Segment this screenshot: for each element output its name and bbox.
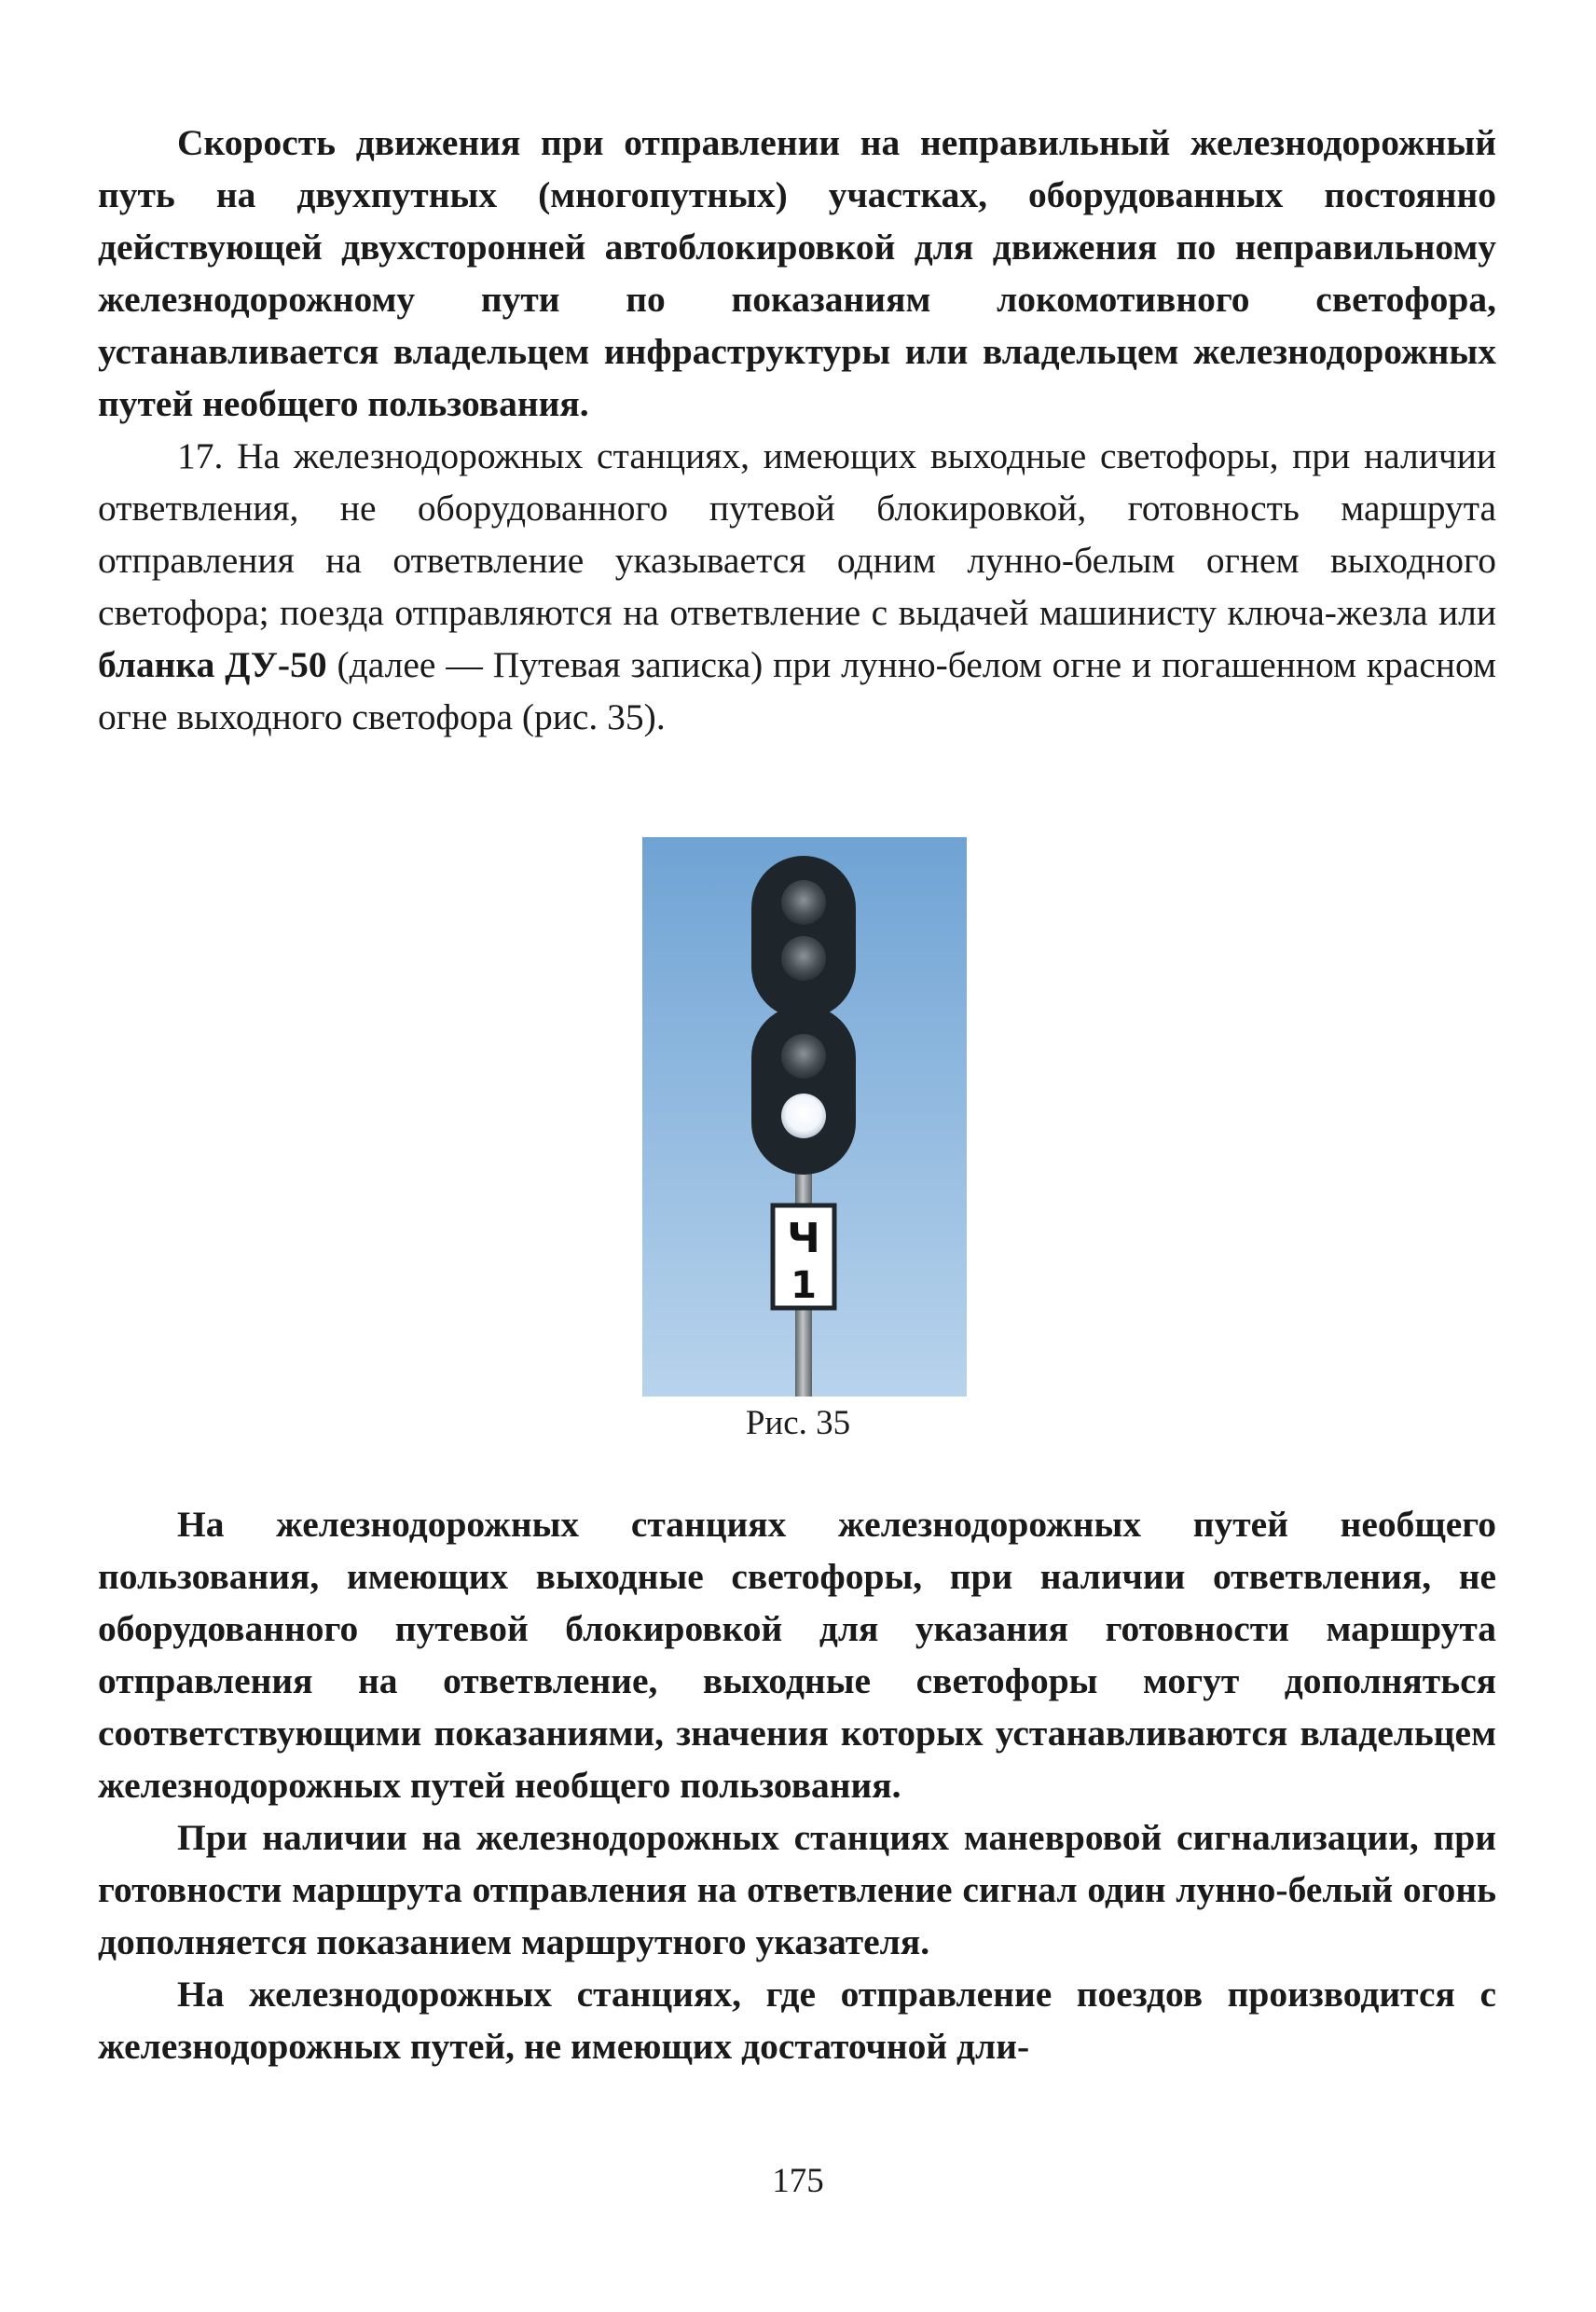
signal-sign-letter: Ч xyxy=(787,1215,820,1262)
paragraph-17 xyxy=(98,430,1496,743)
lamp-1-off xyxy=(781,880,826,925)
paragraph-shunting-signals: При наличии на железнодорожных станциях маневровой сигнализации, при готовности маршрута отправления на ответвление сигнал один лунно-белый огонь дополняется показанием маршрутного указателя. xyxy=(98,1817,1496,1962)
figure-signal-photo xyxy=(642,837,967,1397)
paragraph-speed-wrong-track: Скорость движения при отправлении на неправильный железнодорожный путь на двухпутных (многопутных) участках, оборудованных постоянно действующей двухсторонней автоблокировкой для движения по неправильному железнодорожному пути по показаниям локомотивного светофора, устанавливается владельцем инфраструктуры или владельцем железнодорожных путей необщего пользования. xyxy=(98,122,1496,424)
lamp-2-off xyxy=(781,936,826,981)
signal-head-lower xyxy=(751,1005,856,1175)
page-text-top xyxy=(98,117,1496,743)
page-number: 175 xyxy=(772,2162,824,2200)
paragraph-17-part2: (далее — Путевая записка) при лунно-белом огне и погашенном красном огне выходного светофора (рис. 35). xyxy=(98,644,1496,737)
paragraph-17-part1: 17. На железнодорожных станциях, имеющих выходные светофоры, при наличии ответвления, не оборудованного путевой блокировкой, готовность маршрута отправления на ответвление указывается одним лунно-белым огнем выходного светофора; поезда отправляются на ответвление с выдачей машинисту ключа-жезла или xyxy=(98,435,1496,633)
paragraph-non-public-tracks: На железнодорожных станциях железнодорожных путей необщего пользования, имеющих выходные светофоры, при наличии ответвления, не оборудованного путевой блокировкой для указания готовности маршрута отправления на ответвление, выходные светофоры могут дополняться соответствующими показаниями, значения которых устанавливаются владельцем железнодорожных путей необщего пользования. xyxy=(98,1504,1496,1806)
signal-sign-number: 1 xyxy=(791,1264,817,1307)
page-text-bottom xyxy=(98,1498,1496,2072)
lamp-4-lunar-white xyxy=(781,1094,826,1138)
signal-illustration xyxy=(642,837,967,1397)
figure-caption: Рис. 35 xyxy=(745,1404,851,1442)
paragraph-departure-tracks: На железнодорожных станциях, где отправление поездов производится с железнодорожных путей, не имеющих достаточной дли- xyxy=(98,1974,1496,2067)
paragraph-17-bold-blank: бланка ДУ-50 xyxy=(98,644,327,685)
lamp-3-off xyxy=(781,1034,826,1079)
